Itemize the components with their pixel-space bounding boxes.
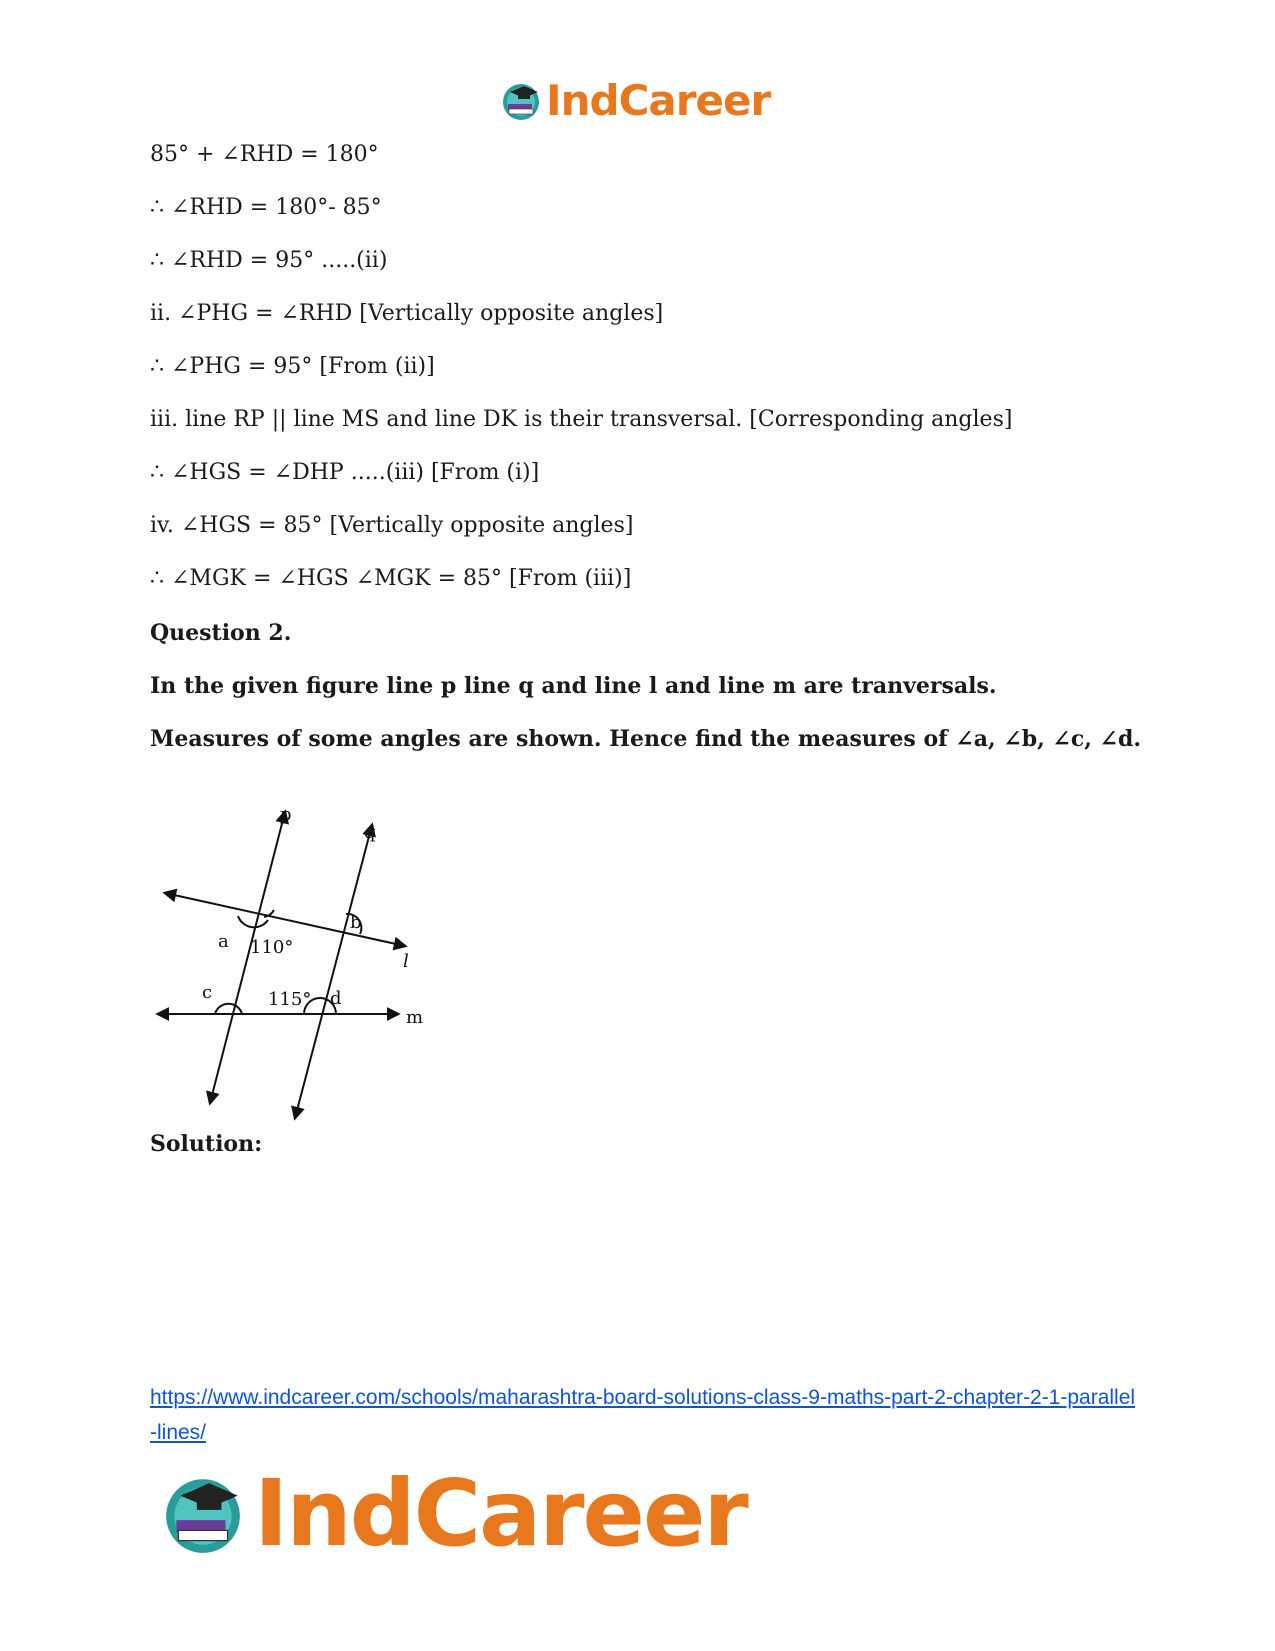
footer-logo — [160, 1460, 747, 1567]
text-line: ∴ ∠RHD = 95° .....(ii) — [150, 248, 388, 273]
header-logo-text: IndCareer — [546, 76, 771, 125]
label-b: b — [350, 912, 362, 933]
question-text: In the given figure line p line q and line l and line m are tranversals. — [150, 673, 997, 699]
text-line: iii. line RP || line MS and line DK is their transversal. [Corresponding angles] — [150, 407, 1013, 432]
graduation-globe-icon — [500, 80, 542, 122]
label-m: m — [406, 1007, 424, 1028]
solution-heading: Solution: — [150, 1131, 263, 1157]
label-a: a — [218, 931, 229, 952]
label-d: d — [330, 988, 342, 1009]
text-line: ii. ∠PHG = ∠RHD [Vertically opposite angles] — [150, 301, 664, 326]
label-l: l — [403, 951, 409, 972]
label-angle-110: 110° — [250, 937, 294, 958]
graduation-globe-icon — [160, 1471, 246, 1557]
label-angle-115: 115° — [268, 989, 312, 1010]
source-link[interactable]: https://www.indcareer.com/schools/maharashtra-board-solutions-class-9-maths-part-2-chapter-2-1-parallel-lines/ — [150, 1386, 1136, 1444]
text-line: ∴ ∠RHD = 180°- 85° — [150, 195, 382, 220]
footer-logo-text: IndCareer — [254, 1460, 747, 1567]
text-line: ∴ ∠MGK = ∠HGS ∠MGK = 85° [From (iii)] — [150, 566, 632, 591]
angle-arc-a — [238, 916, 268, 927]
label-p: p — [280, 804, 292, 825]
label-c: c — [202, 982, 213, 1003]
text-line: iv. ∠HGS = 85° [Vertically opposite angles] — [150, 513, 634, 538]
line-q — [295, 825, 372, 1118]
angle-arc-c — [215, 1004, 242, 1014]
parallel-lines-figure — [150, 800, 450, 1130]
question-heading: Question 2. — [150, 620, 292, 646]
question-text: Measures of some angles are shown. Hence find the measures of ∠a, ∠b, ∠c, ∠d. — [150, 726, 1142, 752]
text-line: ∴ ∠HGS = ∠DHP .....(iii) [From (i)] — [150, 460, 540, 485]
text-line: ∴ ∠PHG = 95° [From (ii)] — [150, 354, 435, 379]
text-line: 85° + ∠RHD = 180° — [150, 142, 379, 167]
header-logo — [500, 76, 771, 125]
label-q: q — [364, 822, 376, 843]
